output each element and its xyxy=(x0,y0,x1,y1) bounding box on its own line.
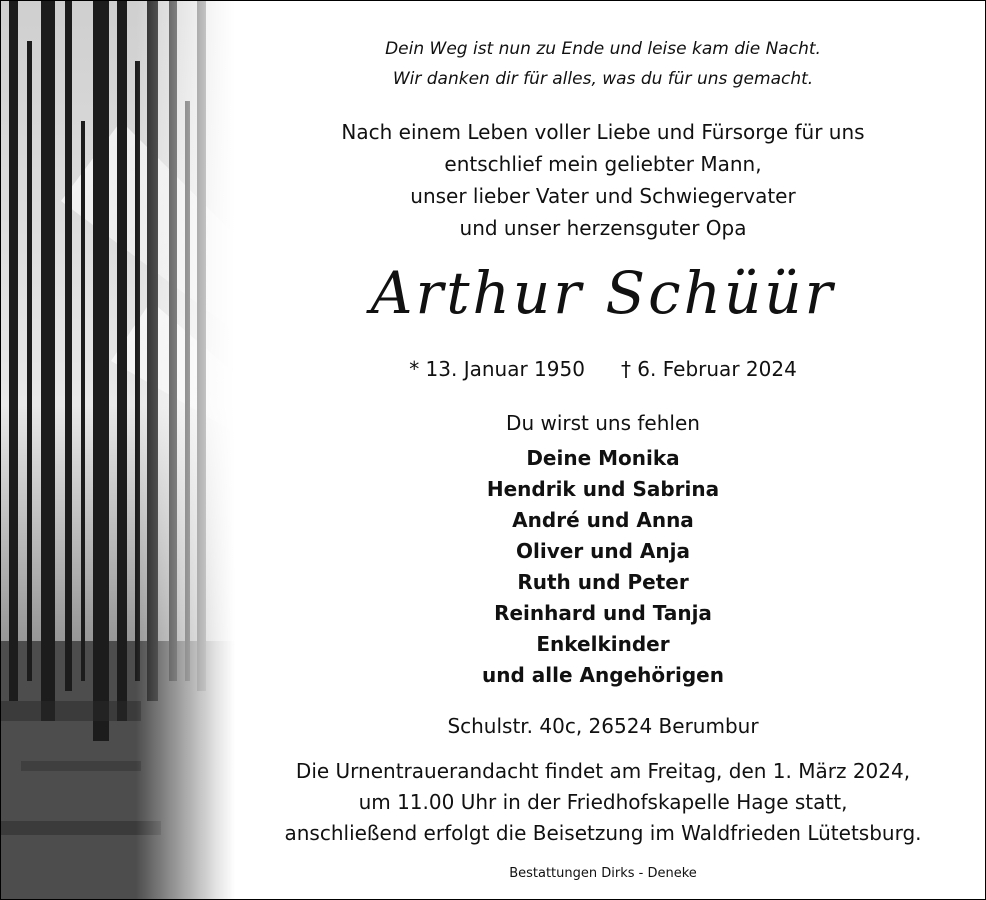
ceremony-line: Die Urnentrauerandacht findet am Freitag, den 1. März 2024, xyxy=(295,759,911,783)
death-date: † 6. Februar 2024 xyxy=(620,357,797,381)
notice-text xyxy=(231,1,975,899)
intro-line: unser lieber Vater und Schwiegervater xyxy=(410,184,796,208)
life-dates xyxy=(231,357,975,381)
family-member: André und Anna xyxy=(512,508,694,532)
motto-line: Dein Weg ist nun zu Ende und leise kam die Nacht. xyxy=(385,39,821,59)
motto-line: Wir danken dir für alles, was du für uns gemacht. xyxy=(392,69,814,89)
family-member: und alle Angehörigen xyxy=(482,663,724,687)
birth-date: * 13. Januar 1950 xyxy=(409,357,585,381)
family-member: Reinhard und Tanja xyxy=(494,601,712,625)
address-line: Schulstr. 40c, 26524 Berumbur xyxy=(447,714,759,738)
farewell-line: Du wirst uns fehlen xyxy=(506,411,700,435)
ceremony-line: um 11.00 Uhr in der Friedhofskapelle Hage statt, xyxy=(358,790,848,814)
family-member: Oliver und Anja xyxy=(516,539,690,563)
family-member: Enkelkinder xyxy=(536,632,670,656)
undertaker-credit: Bestattungen Dirks - Deneke xyxy=(509,866,697,881)
ceremony-line: anschließend erfolgt die Beisetzung im Waldfrieden Lütetsburg. xyxy=(284,821,922,845)
deceased-name: Arthur Schüür xyxy=(370,259,836,327)
intro-line: Nach einem Leben voller Liebe und Fürsorge für uns xyxy=(341,120,865,144)
family-member: Hendrik und Sabrina xyxy=(486,477,720,501)
family-member: Ruth und Peter xyxy=(517,570,689,594)
intro-line: und unser herzensguter Opa xyxy=(459,216,747,240)
intro-line: entschlief mein geliebter Mann, xyxy=(444,152,762,176)
family-member: Deine Monika xyxy=(526,446,680,470)
